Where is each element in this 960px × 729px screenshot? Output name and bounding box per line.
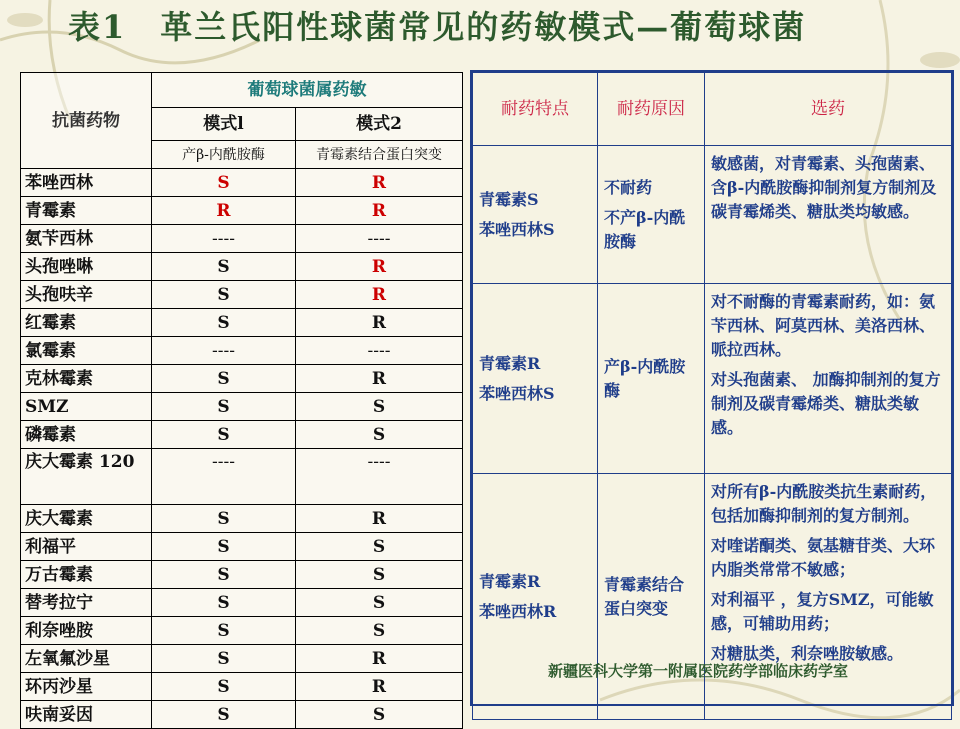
table-row <box>21 393 463 421</box>
mode2-result: R <box>296 645 463 673</box>
mode2-result: S <box>296 589 463 617</box>
header-reason: 耐药原因 <box>598 73 705 146</box>
header-group: 葡萄球菌属药敏 <box>152 73 463 108</box>
mode1-result: S <box>152 673 296 701</box>
header-mode1: 模式l <box>152 108 296 141</box>
header-choice: 选药 <box>705 73 952 146</box>
table-row <box>21 197 463 225</box>
table-row <box>21 337 463 365</box>
drug-name: 克林霉素 <box>21 365 152 393</box>
footer-institution: 新疆医科大学第一附属医院药学部临床药学室 <box>548 662 849 680</box>
choice-cell <box>705 146 952 284</box>
feature-text: 青霉素R <box>479 571 541 591</box>
mechanism-row <box>473 146 952 284</box>
mode2-result: S <box>296 421 463 449</box>
drug-name: 庆大霉素 120 <box>21 449 152 505</box>
reason-cell <box>598 474 705 720</box>
mode2-result: R <box>296 365 463 393</box>
table-row <box>21 449 463 505</box>
mode1-result: S <box>152 589 296 617</box>
mode2-result: ---- <box>296 225 463 253</box>
table-row <box>21 589 463 617</box>
header-sub2: 青霉素结合蛋白突变 <box>296 141 463 169</box>
mode1-result: S <box>152 533 296 561</box>
table-row <box>21 533 463 561</box>
table-row <box>21 617 463 645</box>
choice-text: 对利福平 ，复方SMZ，可能敏感，可辅助用药； <box>711 590 934 633</box>
feature-text: 青霉素R <box>479 353 541 373</box>
mode1-result: S <box>152 169 296 197</box>
reason-text: 不产β-内酰胺酶 <box>604 207 686 251</box>
drug-name: 利福平 <box>21 533 152 561</box>
mode1-result: S <box>152 281 296 309</box>
mode1-result: S <box>152 701 296 729</box>
mechanism-table <box>472 72 952 720</box>
table-row <box>21 421 463 449</box>
drug-name: 红霉素 <box>21 309 152 337</box>
mode2-result: ---- <box>296 449 463 505</box>
table-row <box>21 225 463 253</box>
feature-cell <box>473 146 598 284</box>
mode2-result: R <box>296 309 463 337</box>
drug-name: 青霉素 <box>21 197 152 225</box>
choice-cell <box>705 284 952 474</box>
drug-name: 氯霉素 <box>21 337 152 365</box>
table-row <box>21 365 463 393</box>
drug-name: 头孢呋辛 <box>21 281 152 309</box>
drug-name: SMZ <box>21 393 152 421</box>
mechanism-row <box>473 284 952 474</box>
susceptibility-table <box>20 72 463 729</box>
table-row <box>21 645 463 673</box>
table-row <box>21 561 463 589</box>
feature-cell <box>473 474 598 720</box>
header-sub1: 产β-内酰胺酶 <box>152 141 296 169</box>
mode2-result: R <box>296 281 463 309</box>
drug-name: 头孢唑啉 <box>21 253 152 281</box>
mode2-result: R <box>296 505 463 533</box>
feature-text: 苯唑西林S <box>479 383 555 403</box>
mode1-result: ---- <box>152 337 296 365</box>
table-row <box>21 281 463 309</box>
mode2-result: S <box>296 561 463 589</box>
mode2-result: R <box>296 197 463 225</box>
mode1-result: R <box>152 197 296 225</box>
choice-text: 对糖肽类，利奈唑胺敏感。 <box>711 644 904 663</box>
table-row <box>21 169 463 197</box>
mode2-result: S <box>296 393 463 421</box>
drug-name: 苯唑西林 <box>21 169 152 197</box>
mode2-result: R <box>296 253 463 281</box>
mode2-result: R <box>296 169 463 197</box>
drug-name: 呋南妥因 <box>21 701 152 729</box>
mode1-result: S <box>152 253 296 281</box>
mode1-result: S <box>152 421 296 449</box>
mechanism-row <box>473 474 952 720</box>
drug-name: 磷霉素 <box>21 421 152 449</box>
feature-cell <box>473 284 598 474</box>
header-mode2: 模式2 <box>296 108 463 141</box>
choice-text: 对头孢菌素、 加酶抑制剂的复方制剂及碳青霉烯类、糖肽类敏感。 <box>711 370 941 437</box>
drug-name: 环丙沙星 <box>21 673 152 701</box>
mode2-result: R <box>296 673 463 701</box>
mode2-result: ---- <box>296 337 463 365</box>
table-row <box>21 673 463 701</box>
mode1-result: ---- <box>152 449 296 505</box>
drug-name: 万古霉素 <box>21 561 152 589</box>
mechanism-table-box <box>470 70 954 706</box>
choice-cell <box>705 474 952 720</box>
mode1-result: S <box>152 617 296 645</box>
reason-text: 不耐药 <box>604 177 653 197</box>
feature-text: 苯唑西林R <box>479 601 557 621</box>
choice-text: 对所有β-内酰胺类抗生素耐药，包括加酶抑制剂的复方制剂。 <box>711 482 937 525</box>
reason-cell <box>598 146 705 284</box>
header-feature: 耐药特点 <box>473 73 598 146</box>
mode1-result: S <box>152 561 296 589</box>
page-title: 表1 革兰氏阳性球菌常见的药敏模式—葡萄球菌 <box>68 8 807 46</box>
feature-text: 苯唑西林S <box>479 219 555 239</box>
reason-cell <box>598 284 705 474</box>
table-row <box>21 701 463 729</box>
drug-name: 氨苄西林 <box>21 225 152 253</box>
mode1-result: S <box>152 645 296 673</box>
table-row <box>21 505 463 533</box>
reason-text: 青霉素结合蛋白突变 <box>604 574 685 618</box>
header-drug: 抗菌药物 <box>21 73 152 169</box>
drug-name: 利奈唑胺 <box>21 617 152 645</box>
drug-name: 庆大霉素 <box>21 505 152 533</box>
mode1-result: S <box>152 309 296 337</box>
table-row <box>21 309 463 337</box>
mode2-result: S <box>296 617 463 645</box>
drug-name: 替考拉宁 <box>21 589 152 617</box>
mode2-result: S <box>296 701 463 729</box>
reason-text: 产β-内酰胺酶 <box>604 356 686 400</box>
mode2-result: S <box>296 533 463 561</box>
mode1-result: S <box>152 365 296 393</box>
mode1-result: ---- <box>152 225 296 253</box>
choice-text: 敏感菌，对青霉素、头孢菌素、 含β-内酰胺酶抑制剂复方制剂及碳青霉烯类、糖肽类均敏感。 <box>711 154 937 221</box>
drug-name: 左氧氟沙星 <box>21 645 152 673</box>
mode1-result: S <box>152 393 296 421</box>
feature-text: 青霉素S <box>479 189 539 209</box>
mode1-result: S <box>152 505 296 533</box>
choice-text: 对喹诺酮类、氨基糖苷类、大环内脂类常常不敏感； <box>711 536 936 579</box>
table-row <box>21 253 463 281</box>
choice-text: 对不耐酶的青霉素耐药，如：氨苄西林、阿莫西林、美洛西林、哌拉西林。 <box>711 292 936 359</box>
